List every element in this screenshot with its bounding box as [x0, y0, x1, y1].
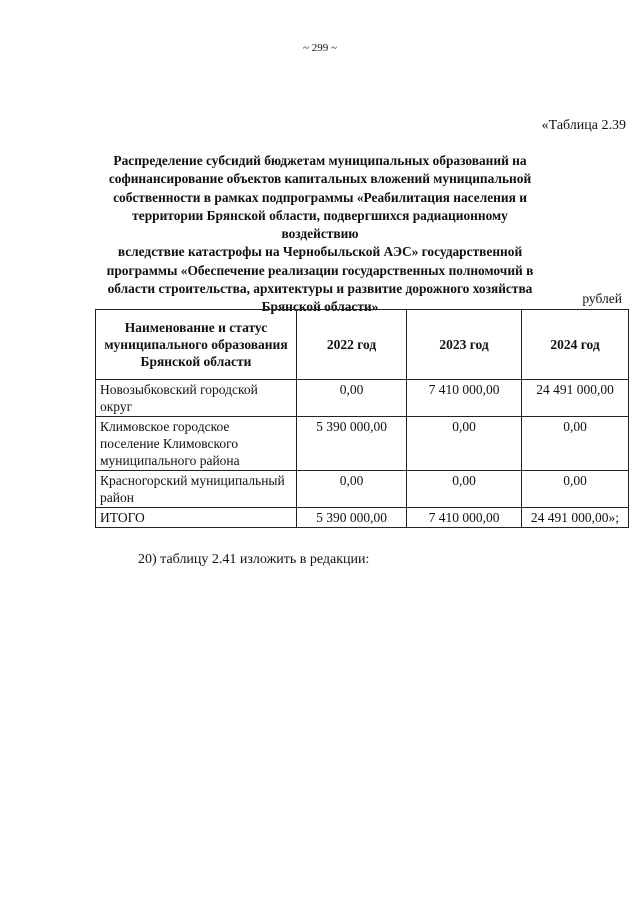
cell-2024: 24 491 000,00: [522, 380, 629, 417]
header-2023: 2023 год: [407, 310, 522, 380]
cell-2023: 0,00: [407, 471, 522, 508]
title-line: области строительства, архитектуры и развитие дорожного хозяйства: [107, 281, 533, 297]
cell-2022: 5 390 000,00: [297, 508, 407, 528]
header-2024: 2024 год: [522, 310, 629, 380]
title-line: собственности в рамках подпрограммы «Реабилитация населения и: [113, 189, 527, 205]
title-line: программы «Обеспечение реализации государственных полномочий в: [106, 262, 534, 278]
subsidy-table: [95, 309, 629, 528]
title-line: Брянской области»: [261, 299, 379, 315]
cell-2024: 0,00: [522, 471, 629, 508]
table-row: [96, 417, 629, 471]
cell-municipality: Красногорский муниципальный район: [96, 471, 297, 508]
title-line: софинансирование объектов капитальных вложений муниципальной: [108, 171, 532, 187]
cell-2022: 0,00: [297, 471, 407, 508]
header-municipality: Наименование и статус муниципального образования Брянской области: [96, 310, 297, 380]
cell-2023: 7 410 000,00: [407, 508, 522, 528]
cell-2022: 5 390 000,00: [297, 417, 407, 471]
cell-municipality: Климовское городское поселение Климовского муниципального района: [96, 417, 297, 471]
cell-municipality: Новозыбковский городской округ: [96, 380, 297, 417]
header-2022: 2022 год: [297, 310, 407, 380]
cell-total-label: ИТОГО: [96, 508, 297, 528]
amendment-note: 20) таблицу 2.41 изложить в редакции:: [138, 552, 370, 567]
cell-2023: 7 410 000,00: [407, 380, 522, 417]
page-number: ~ 299 ~: [303, 42, 337, 54]
table-title: [98, 152, 542, 317]
cell-2022: 0,00: [297, 380, 407, 417]
title-line: вследствие катастрофы на Чернобыльской АЭС» государственной: [117, 244, 523, 260]
units-label: рублей: [582, 291, 622, 306]
cell-2024: 0,00: [522, 417, 629, 471]
cell-2023: 0,00: [407, 417, 522, 471]
table-header-row: [96, 310, 629, 380]
title-line: территории Брянской области, подвергшихся радиационному воздействию: [132, 207, 508, 242]
title-line: Распределение субсидий бюджетам муниципальных образований на: [113, 153, 527, 168]
table-reference: «Таблица 2.39: [541, 118, 626, 133]
table-total-row: [96, 508, 629, 528]
table-row: [96, 380, 629, 417]
table-row: [96, 471, 629, 508]
cell-2024: 24 491 000,00»;: [522, 508, 629, 528]
